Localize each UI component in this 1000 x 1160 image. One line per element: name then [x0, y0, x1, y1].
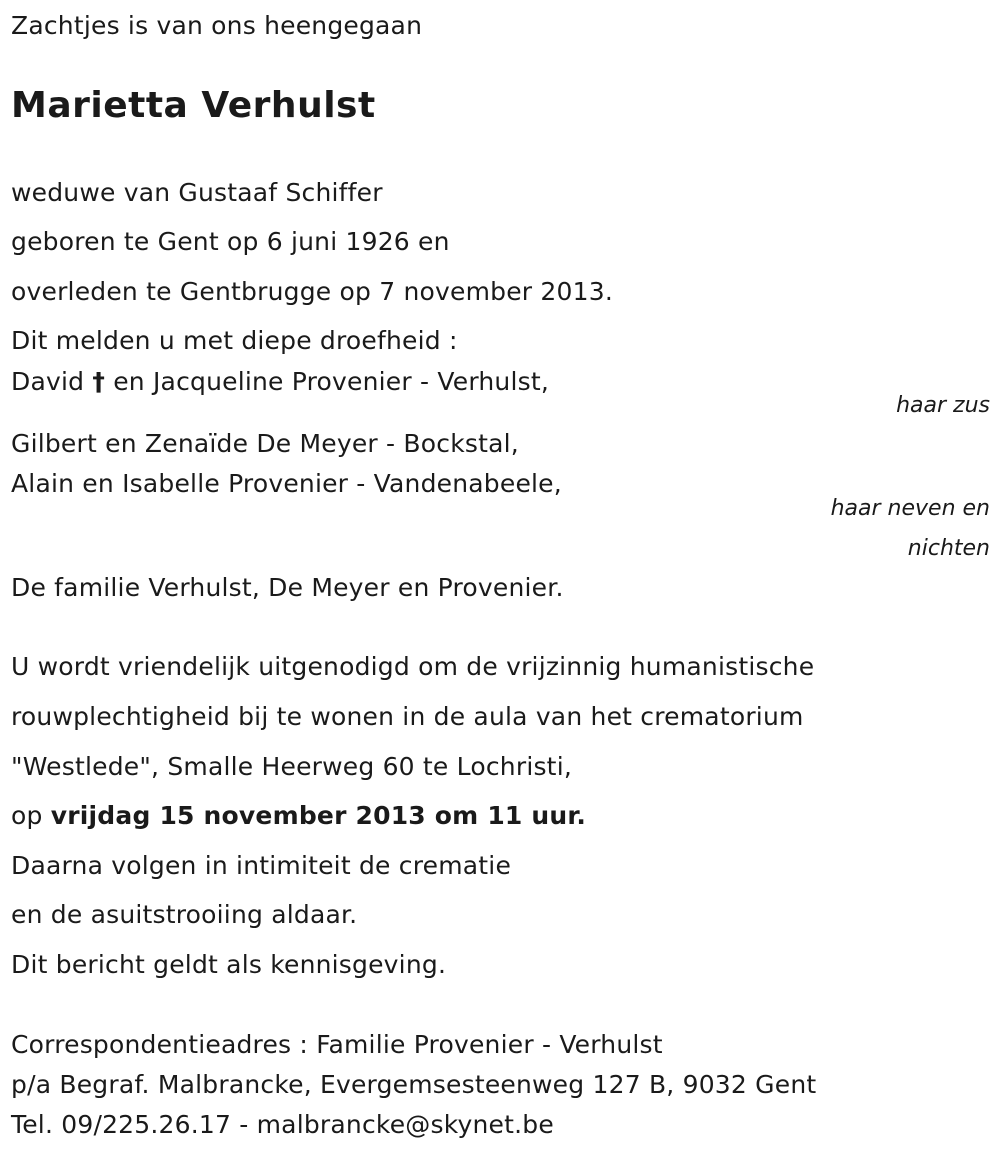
correspondence-line-2: p/a Begraf. Malbrancke, Evergemsesteenweg 127 B, 9032 Gent [11, 1070, 817, 1099]
nephew-line-1: Gilbert en Zenaïde De Meyer - Bockstal, [11, 429, 519, 458]
correspondence-line-1: Correspondentieadres : Familie Provenier - Verhulst [11, 1030, 663, 1059]
ceremony-date-prefix: op [11, 801, 43, 830]
correspondence-line-3: Tel. 09/225.26.17 - malbrancke@skynet.be [11, 1110, 554, 1139]
ceremony-line-1: U wordt vriendelijk uitgenodigd om de vrijzinnig humanistische [11, 652, 815, 681]
family-line: De familie Verhulst, De Meyer en Provenier. [11, 573, 564, 602]
cross-icon: † [92, 367, 106, 396]
sister-name-part2: en Jacqueline Provenier - Verhulst, [113, 367, 549, 396]
ceremony-line-5: Daarna volgen in intimiteit de crematie [11, 851, 512, 880]
widow-line: weduwe van Gustaaf Schiffer [11, 178, 383, 207]
birth-line: geboren te Gent op 6 juni 1926 en [11, 227, 450, 256]
mourners-intro: Dit melden u met diepe droefheid : [11, 326, 458, 355]
death-line: overleden te Gentbrugge op 7 november 2013. [11, 277, 613, 306]
nephews-role-line-1: haar neven en [830, 496, 990, 521]
intro-line: Zachtjes is van ons heengegaan [11, 11, 423, 40]
ceremony-line-3: "Westlede", Smalle Heerweg 60 te Lochristi, [11, 752, 572, 781]
nephews-role-line-2: nichten [907, 536, 990, 561]
sister-name-part1: David [11, 367, 85, 396]
deceased-name: Marietta Verhulst [11, 85, 376, 126]
sister-role: haar zus [896, 393, 990, 418]
ceremony-line-2: rouwplechtigheid bij te wonen in de aula van het crematorium [11, 702, 804, 731]
ceremony-date-line [11, 801, 586, 831]
ceremony-line-6: en de asuitstrooiing aldaar. [11, 900, 358, 929]
ceremony-line-7: Dit bericht geldt als kennisgeving. [11, 950, 447, 979]
ceremony-date: vrijdag 15 november 2013 om 11 uur. [50, 801, 587, 830]
sister-line [11, 367, 549, 397]
nephew-line-2: Alain en Isabelle Provenier - Vandenabeele, [11, 469, 562, 498]
